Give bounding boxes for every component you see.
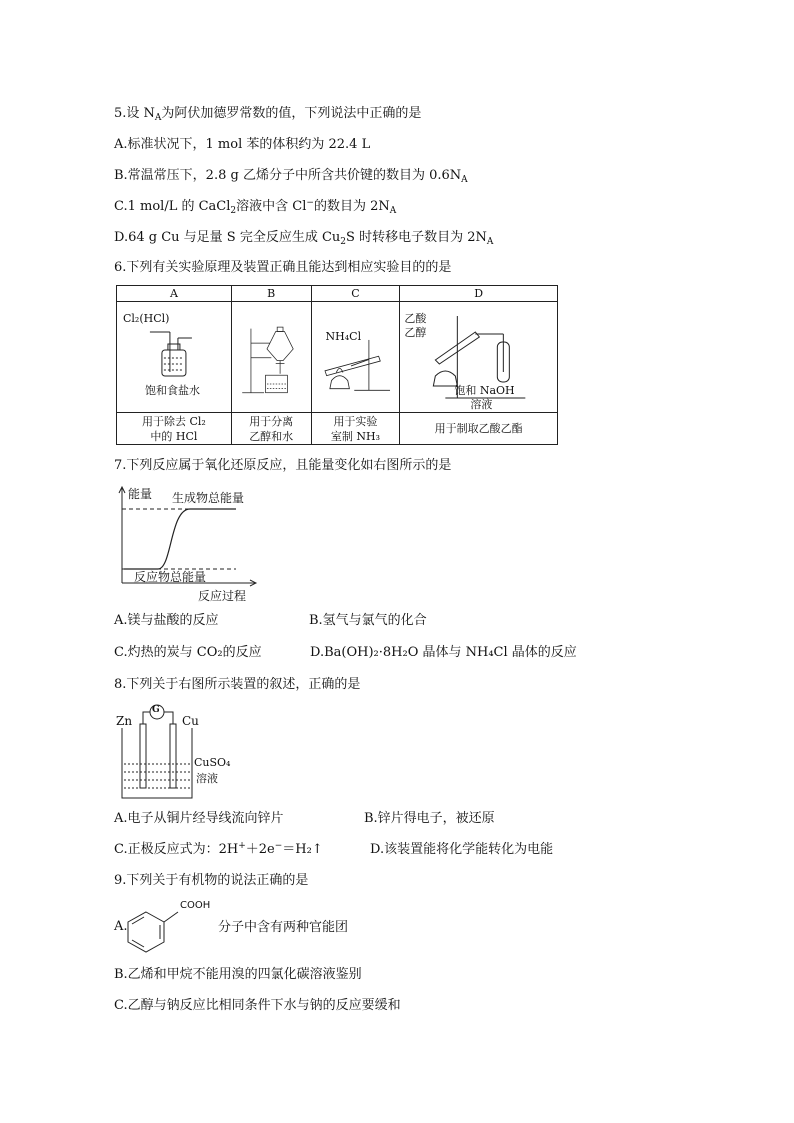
a-liquid-label: 饱和食盐水 [145, 384, 200, 397]
energy-diagram [112, 483, 262, 605]
d-reagent-1: 乙酸 [404, 312, 427, 325]
q5-option-c: C.1 mol/L 的 CaCl$_2$溶液中含 Cl−的数目为 $2N_A$ [114, 198, 397, 216]
q8-option-d: D.该装置能将化学能转化为电能 [370, 842, 554, 857]
x-axis-label: 反应过程 [198, 589, 247, 603]
apparatus-c-cell [311, 302, 400, 413]
q5-option-a: A.标准状况下，1 mol 苯的体积约为 22.4 L [114, 137, 371, 152]
q8-stem: 8.下列关于右图所示装置的叙述，正确的是 [114, 677, 361, 692]
q8-option-b: B.锌片得电子，被还原 [364, 811, 495, 826]
q6-stem: 6.下列有关实验原理及装置正确且能达到相应实验目的的是 [114, 260, 452, 275]
solution-label: 溶液 [196, 772, 218, 785]
q7-option-b: B.氢气与氯气的化合 [309, 613, 427, 628]
q9-stem: 9.下列关于有机物的说法正确的是 [114, 873, 309, 888]
q7-option-d: D.Ba(OH)₂·8H₂O 晶体与 NH₄Cl 晶体的反应 [310, 645, 577, 660]
header-c: C [311, 286, 400, 302]
apparatus-d-cell [400, 302, 558, 413]
header-d: D [400, 286, 558, 302]
q5-option-b: B.常温常压下，2.8 g 乙烯分子中所含共价键的数目为 $0.6N_A$ [114, 168, 468, 185]
q8-option-a: A.电子从铜片经导线流向锌片 [114, 811, 284, 826]
separatory-funnel-icon [232, 302, 311, 412]
q7-option-c: C.灼热的炭与 CO₂的反应 [114, 645, 262, 660]
q9-option-a-text: 分子中含有两种官能团 [218, 920, 349, 935]
q7-stem: 7.下列反应属于氧化还原反应，且能量变化如右图所示的是 [114, 458, 452, 473]
experiment-table [116, 285, 558, 445]
q5-option-d: D.64 g Cu 与足量 S 完全反应生成 $Cu_2S$ 时转移电子数目为 $2N_A$ [114, 230, 494, 247]
use-b: 用于分离 乙醇和水 [231, 413, 311, 445]
d-solution-2: 溶液 [470, 398, 493, 411]
galvanic-cell-diagram [112, 700, 242, 802]
q9-option-a-prefix: A. [114, 919, 128, 934]
y-axis-label: 能量 [128, 487, 153, 501]
q9-option-c: C.乙醇与钠反应比相同条件下水与钠的反应要缓和 [114, 998, 401, 1013]
a-gas-label: Cl₂(HCl) [123, 312, 170, 325]
cooh-label: COOH [180, 900, 211, 911]
cuso4-label: CuSO₄ [194, 756, 231, 769]
header-a: A [117, 286, 232, 302]
galvanometer-icon: G [152, 705, 160, 715]
use-c: 用于实验 室制 NH₃ [311, 413, 400, 445]
use-d: 用于制取乙酸乙酯 [400, 413, 558, 445]
d-solution-1: 饱和 NaOH [454, 384, 515, 397]
benzoic-acid-structure [124, 898, 214, 958]
header-b: B [231, 286, 311, 302]
q9-option-b: B.乙烯和甲烷不能用溴的四氯化碳溶液鉴别 [114, 967, 362, 982]
test-tube-heating-icon [312, 302, 400, 412]
cu-label: Cu [182, 714, 199, 728]
q5-stem: 5.设 $N_A$为阿伏加德罗常数的值，下列说法中正确的是 [114, 106, 422, 123]
use-a: 用于除去 Cl₂ 中的 HCl [117, 413, 232, 445]
apparatus-a-cell [117, 302, 232, 413]
apparatus-b-cell [231, 302, 311, 413]
zn-label: Zn [116, 714, 133, 728]
reactant-energy-label: 反应物总能量 [134, 570, 207, 584]
product-energy-label: 生成物总能量 [172, 491, 245, 505]
q7-option-a: A.镁与盐酸的反应 [114, 613, 219, 628]
d-reagent-2: 乙醇 [404, 326, 427, 339]
c-reagent-label: NH₄Cl [325, 330, 362, 343]
q8-option-c: C.正极反应式为：2H+＋2e−＝H₂↑ [114, 841, 323, 857]
